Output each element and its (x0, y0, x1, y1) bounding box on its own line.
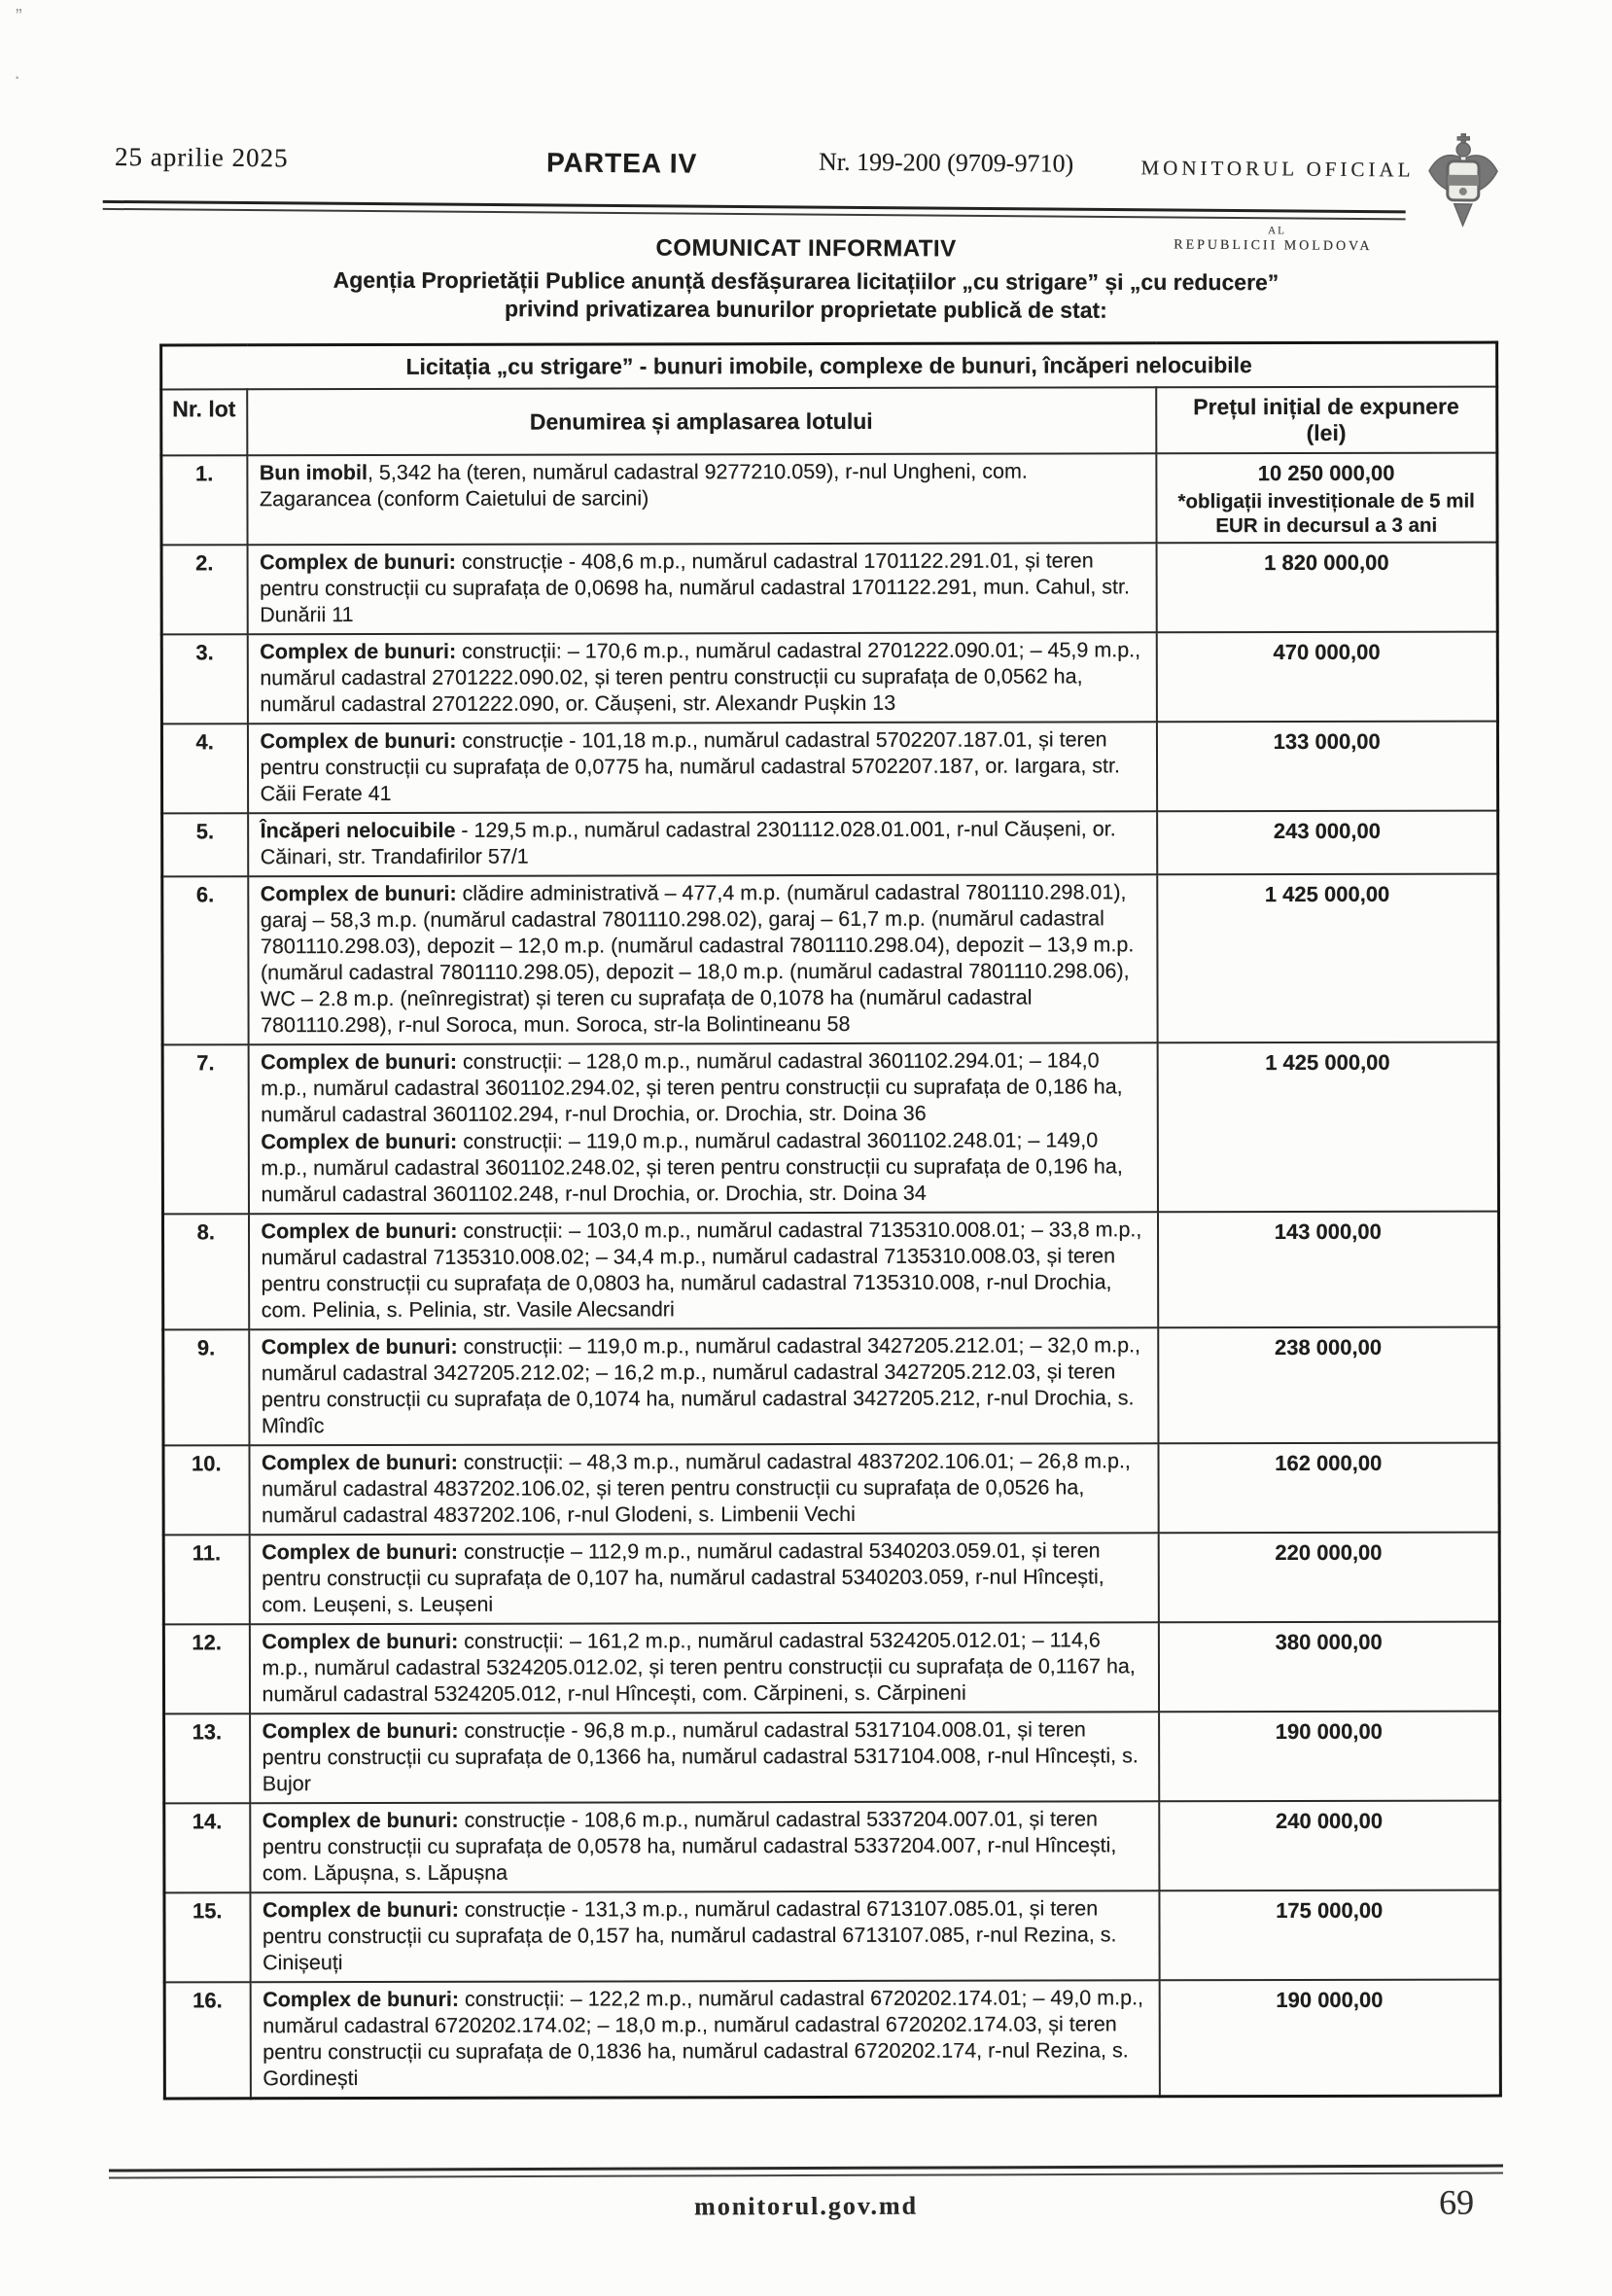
table-caption-row (161, 342, 1497, 389)
lot-price-cell (1158, 1533, 1499, 1623)
lot-price-cell (1158, 1327, 1499, 1444)
lot-price: 1 820 000,00 (1264, 549, 1389, 576)
lot-description-cell (250, 1712, 1159, 1803)
lot-number-cell: 12. (163, 1624, 249, 1713)
lot-price: 243 000,00 (1273, 818, 1381, 844)
lot-type-label: Complex de bunuri: (262, 1629, 459, 1654)
moldova-coat-of-arms-icon (1420, 131, 1505, 241)
lot-number-cell: 10. (163, 1445, 249, 1535)
lot-type-label: Încăperi nelocuibile (260, 818, 456, 843)
lot-description-text: construcție - 101,18 m.p., numărul cadastral 5702207.187.01, și teren pentru construcții cu suprafața de 0,0775 ha, numărul cadastral 5702207.187, or. Iargara, str. Căii Ferate 41 (260, 727, 1120, 806)
lot-price: 143 000,00 (1274, 1219, 1382, 1245)
lot-price: 162 000,00 (1275, 1450, 1383, 1476)
lot-number-cell: 2. (161, 545, 247, 634)
table-row (164, 1980, 1500, 2099)
lot-description-cell (247, 632, 1156, 724)
table-row (163, 1533, 1499, 1625)
lot-description-cell (250, 1980, 1159, 2098)
lot-number-cell: 1. (161, 455, 247, 545)
lot-number-cell: 15. (164, 1892, 250, 1982)
lot-price-cell (1159, 1890, 1500, 1981)
lot-number-cell: 5. (162, 813, 248, 876)
lot-price-cell (1158, 1443, 1499, 1534)
lot-description-cell (248, 874, 1157, 1044)
lot-description-text: construcție - 131,3 m.p., numărul cadastral 6713107.085.01, și teren pentru construcții cu suprafața de 0,157 ha, numărul cadastral 6713107.085, r-nul Rezina, s. Cinișeuți (263, 1896, 1117, 1975)
lot-description-cell (248, 811, 1157, 876)
lot-type-label: Complex de bunuri: (262, 1718, 459, 1744)
lot-number-cell: 8. (162, 1214, 248, 1329)
table-row (161, 632, 1497, 724)
table-row (162, 1042, 1498, 1215)
table-row (164, 1712, 1500, 1804)
lot-description (262, 1332, 1145, 1439)
table-caption: Licitația „cu strigare” - bunuri imobile, complexe de bunuri, încăperi nelocuibile (161, 342, 1497, 389)
publication-title: MONITORUL OFICIAL (1140, 156, 1415, 182)
auction-lots-table (159, 341, 1502, 2101)
lot-number-cell: 3. (161, 634, 247, 724)
lot-price: 380 000,00 (1275, 1629, 1383, 1655)
table-row (163, 1327, 1499, 1446)
lot-description-cell (247, 543, 1156, 634)
table-row (164, 1801, 1500, 1893)
lot-type-label: Complex de bunuri: (261, 1129, 458, 1154)
lot-description-text: construcție - 96,8 m.p., numărul cadastral 5317104.008.01, și teren pentru construcții cu suprafața de 0,1366 ha, numărul cadastral 5317104.008, r-nul Hîncești, s. Bujor (262, 1717, 1139, 1796)
lot-type-label: Complex de bunuri: (262, 1808, 459, 1833)
lot-price-cell (1157, 874, 1498, 1043)
lot-number-cell: 13. (164, 1713, 250, 1803)
lot-description-text: , 5,342 ha (teren, numărul cadastral 9277210.059), r-nul Ungheni, com. Zagarancea (conform Caietului de sarcini) (259, 459, 1028, 512)
table-row (162, 1212, 1498, 1330)
lot-price: 238 000,00 (1274, 1334, 1383, 1360)
gazette-part: PARTEA IV (545, 147, 698, 179)
lot-price-cell (1157, 811, 1498, 875)
announcement-title: COMUNICAT INFORMATIV (655, 234, 957, 263)
lot-description (263, 1806, 1146, 1887)
lot-type-label: Complex de bunuri: (260, 549, 456, 575)
table-row (163, 1443, 1499, 1536)
issue-number: Nr. 199-200 (9709-9710) (818, 147, 1074, 178)
publication-subtitle: AL (1268, 225, 1286, 237)
footer-rule (109, 2172, 1503, 2179)
announcement-line: Agenția Proprietății Publice anunță desfășurarea licitațiilor „cu strigare” și „cu reducere” (333, 266, 1279, 296)
column-header-price: Prețul inițial de expunere (lei) (1156, 387, 1497, 454)
table-row (161, 453, 1497, 546)
lot-description-text: construcții: – 122,2 m.p., numărul cadastral 6720202.174.01; – 49,0 m.p., numărul cadastral 6720202.174.02; – 18,0 m.p., numărul cadastral 6720202.174.03, și teren pentru construcții cu suprafața de 0,1836 ha, numărul cadastral 6720202.174, r-nul Rezina, s. Gordinești (263, 1986, 1144, 2091)
table-row (162, 811, 1498, 877)
lot-type-label: Complex de bunuri: (263, 1987, 460, 2012)
lot-description-text: construcții: – 170,6 m.p., numărul cadastral 2701222.090.01; – 45,9 m.p., numărul cadastral 2701222.090.02, și teren pentru construcții cu suprafața de 0,0562 ha, numărul cadastral 2701222.090, or. Căușeni, str. Alexandr Pușkin 13 (260, 638, 1141, 717)
lot-description-text: construcții: – 48,3 m.p., numărul cadastral 4837202.106.01; – 26,8 m.p., numărul cadastral 4837202.106.02, și teren pentru construcții cu suprafața de 0,0526 ha, numărul cadastral 4837202.106, r-nul Glodeni, s. Limbenii Vechi (262, 1449, 1131, 1528)
lot-type-label: Bun imobil (259, 460, 368, 485)
lot-description (260, 458, 1143, 512)
lot-price: 190 000,00 (1276, 1987, 1384, 2013)
lot-description-text: construcții: – 119,0 m.p., numărul cadastral 3601102.248.01; – 149,0 m.p., numărul cadastral 3601102.248.02, și teren pentru construcții cu suprafața de 0,196 ha, numărul cadastral 3601102.248, r-nul Drochia, or. Drochia, str. Doina 34 (261, 1128, 1123, 1207)
lot-description-cell (250, 1890, 1159, 1982)
lot-price: 10 250 000,00 (1257, 460, 1395, 486)
table-header-row (161, 387, 1497, 456)
lot-description-cell (248, 1042, 1157, 1214)
lot-number-cell: 11. (163, 1535, 249, 1624)
footer-rule (109, 2165, 1503, 2172)
lot-price: 175 000,00 (1276, 1897, 1384, 1924)
lot-description-cell (247, 722, 1156, 813)
lot-price-cell (1156, 543, 1497, 633)
lot-price: 220 000,00 (1275, 1539, 1383, 1566)
publication-subtitle: REPUBLICII MOLDOVA (1174, 237, 1373, 255)
table-row (162, 874, 1498, 1045)
lot-description-cell (249, 1327, 1158, 1445)
lot-description-text: construcție - 408,6 m.p., numărul cadastral 1701122.291.01, și teren pentru construcții cu suprafața de 0,0698 ha, numărul cadastral 1701122.291, mun. Cahul, str. Dunării 11 (260, 548, 1130, 627)
table-row (163, 1622, 1499, 1714)
lot-price-cell (1159, 1801, 1500, 1891)
lot-number-cell: 6. (162, 876, 248, 1044)
lot-description-text: construcție - 108,6 m.p., numărul cadastral 5337204.007.01, și teren pentru construcții cu suprafața de 0,0578 ha, numărul cadastral 5337204.007, r-nul Hîncești, com. Lăpușna, s. Lăpușna (262, 1807, 1117, 1886)
lot-description-cell (250, 1801, 1159, 1892)
lot-description (261, 816, 1144, 870)
lot-description-text: construcție – 112,9 m.p., numărul cadastral 5340203.059.01, și teren pentru construcții cu suprafața de 0,107 ha, numărul cadastral 5340203.059, r-nul Hîncești, com. Leușeni, s. Leușeni (262, 1538, 1104, 1617)
page-number: 69 (1439, 2182, 1475, 2222)
lot-description (262, 1537, 1145, 1618)
lot-description-text: - 129,5 m.p., numărul cadastral 2301112.028.01.001, r-nul Căușeni, or. Căinari, str. Trandafirilor 57/1 (260, 817, 1116, 869)
lot-description-cell (248, 1212, 1157, 1329)
lot-description-text: clădire administrativă – 477,4 m.p. (numărul cadastral 7801110.298.01), garaj – 58,3 m.p. (numărul cadastral 7801110.298.02), garaj – 61,7 m.p. (numărul cadastral 7801110.298.03), depozit – 12,0 m.p. (numărul cadastral 7801110.298.04), depozit – 13,9 m.p. (numărul cadastral 7801110.298.05), depozit – 18,0 m.p. (numărul cadastral 7801110.298.06), WC – 2.8 m.p. (neînregistrat) și teren cu suprafața de 0,1078 ha (numărul cadastral 7801110.298), r-nul Soroca, mun. Soroca, str-la Bolintineanu 58 (260, 880, 1135, 1038)
lot-price-cell (1159, 1980, 1500, 2097)
lot-description-cell (249, 1622, 1158, 1713)
footer-website: monitorul.gov.md (694, 2191, 919, 2221)
lot-description (262, 1627, 1145, 1708)
lot-type-label: Complex de bunuri: (262, 1539, 459, 1565)
lot-description (261, 1047, 1144, 1128)
lot-description-text: construcții: – 161,2 m.p., numărul cadastral 5324205.012.01; – 114,6 m.p., numărul cadastral 5324205.012.02, și teren pentru construcții cu suprafața de 0,1167 ha, numărul cadastral 5324205.012, r-nul Hîncești, com. Cărpineni, s. Cărpineni (262, 1628, 1136, 1707)
announcement-line: privind privatizarea bunurilor proprietate publică de stat: (504, 296, 1107, 323)
lot-type-label: Complex de bunuri: (261, 1450, 458, 1475)
lot-number-cell: 7. (162, 1044, 248, 1214)
table-row (164, 1890, 1500, 1983)
lot-table-body (161, 453, 1501, 2099)
lot-price: 470 000,00 (1273, 639, 1381, 665)
lot-price-cell (1157, 1042, 1498, 1213)
lot-description-cell (247, 453, 1156, 545)
lot-price: 190 000,00 (1275, 1718, 1383, 1745)
lot-description-cell (249, 1533, 1158, 1624)
lot-price: 240 000,00 (1275, 1808, 1384, 1834)
lot-number-cell: 14. (164, 1803, 250, 1892)
lot-price-cell (1157, 1212, 1498, 1328)
lot-price-cell (1156, 722, 1497, 812)
lot-number-cell: 16. (164, 1982, 250, 2099)
lot-type-label: Complex de bunuri: (260, 881, 457, 906)
lot-description (263, 1985, 1146, 2092)
table-row (161, 543, 1497, 635)
lot-type-label: Complex de bunuri: (262, 1897, 459, 1923)
lot-price-cell (1158, 1622, 1499, 1713)
lot-type-label: Complex de bunuri: (260, 728, 457, 754)
lot-price-cell (1159, 1712, 1500, 1802)
column-header-description: Denumirea și amplasarea lotului (247, 387, 1156, 455)
lot-description (263, 1716, 1146, 1797)
lot-description-text: construcții: – 119,0 m.p., numărul cadastral 3427205.212.01; – 32,0 m.p., numărul cadastral 3427205.212.02; – 16,2 m.p., numărul cadastral 3427205.212.03, și teren pentru construcții cu suprafața de 0,1074 ha, numărul cadastral 3427205.212, r-nul Drochia, s. Mîndîc (261, 1333, 1141, 1438)
lot-description (261, 1217, 1144, 1324)
lot-number-cell: 9. (163, 1329, 249, 1445)
lot-description-cell (249, 1443, 1158, 1535)
lot-description-text: construcții: – 128,0 m.p., numărul cadastral 3601102.294.01; – 184,0 m.p., numărul cadastral 3601102.294.02, și teren pentru construcții cu suprafața de 0,186 ha, numărul cadastral 3601102.294, r-nul Drochia, or. Drochia, str. Doina 36 (261, 1048, 1123, 1127)
lot-type-label: Complex de bunuri: (261, 1219, 458, 1244)
issue-date: ” 25 aprilie 2025 (114, 141, 289, 173)
lot-type-label: Complex de bunuri: (261, 1049, 458, 1075)
lot-description (261, 879, 1144, 1039)
lot-description-text: construcții: – 103,0 m.p., numărul cadastral 7135310.008.01; – 33,8 m.p., numărul cadastral 7135310.008.02; – 34,4 m.p., numărul cadastral 7135310.008.03, și teren pentru construcții cu suprafața de 0,0803 ha, numărul cadastral 7135310.008, r-nul Drochia, com. Pelinia, s. Pelinia, str. Vasile Alecsandri (261, 1218, 1142, 1323)
column-header-lot-number: Nr. lot (161, 389, 247, 455)
lot-price: 1 425 000,00 (1265, 1049, 1390, 1076)
lot-description (260, 548, 1143, 628)
lot-description (260, 726, 1143, 807)
lot-type-label: Complex de bunuri: (260, 639, 457, 664)
announcement (0, 233, 1612, 327)
lot-description (260, 637, 1143, 718)
lot-price: 1 425 000,00 (1264, 881, 1390, 907)
lot-type-label: Complex de bunuri: (261, 1334, 458, 1360)
lot-description (261, 1127, 1144, 1208)
lot-number-cell: 4. (161, 724, 247, 813)
lot-price-note: *obligații investiționale de 5 mil EUR in decursul a 3 ani (1177, 489, 1475, 538)
lot-description (263, 1895, 1146, 1976)
table-row (161, 722, 1497, 814)
lot-description (262, 1448, 1145, 1529)
lot-price-cell (1156, 453, 1497, 544)
lot-price: 133 000,00 (1273, 728, 1381, 755)
lot-price-cell (1156, 632, 1497, 723)
